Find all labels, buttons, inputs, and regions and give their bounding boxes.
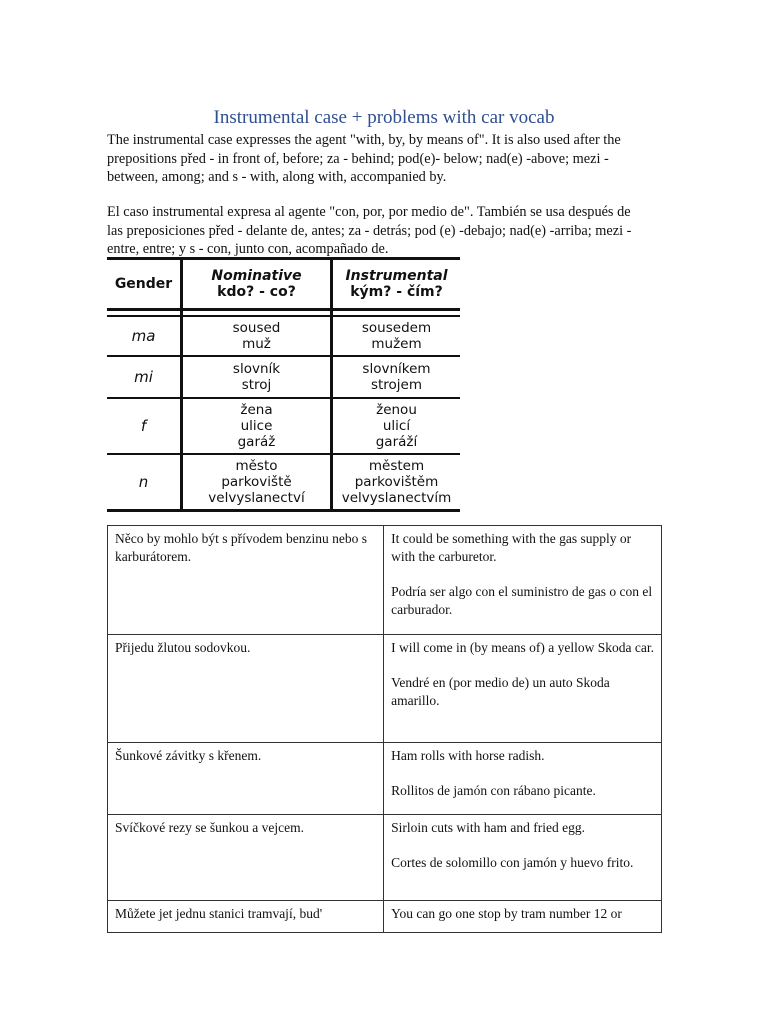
czech-cell: Šunkové závitky s křenem. — [108, 743, 384, 815]
english-translation: You can go one stop by tram number 12 or — [391, 906, 622, 921]
phrase-row — [108, 743, 662, 815]
translation-cell — [384, 815, 662, 901]
intro-english-line: prepositions před - in front of, before; za - behind; pod(e)- below; nad(e) -above; mezi - — [107, 150, 609, 167]
spanish-translation: Podría ser algo con el suministro de gas o con el carburador. — [391, 584, 653, 617]
czech-cell: Můžete jet jednu stanici tramvají, bud' — [108, 901, 384, 933]
czech-cell: Svíčkové rezy se šunkou a vejcem. — [108, 815, 384, 901]
gender-cell: ma — [107, 316, 182, 356]
gender-cell: f — [107, 398, 182, 454]
declension-header-row — [107, 259, 460, 310]
gender-cell: mi — [107, 356, 182, 398]
declension-row — [107, 454, 460, 511]
translation-cell — [384, 743, 662, 815]
czech-cell: Něco by mohlo být s přívodem benzinu nebo s karburátorem. — [108, 526, 384, 635]
declension-row — [107, 356, 460, 398]
intro-english-line: between, among; and s - with, along with, accompanied by. — [107, 169, 447, 185]
translation-cell — [384, 901, 662, 933]
declension-row — [107, 398, 460, 454]
declension-row — [107, 316, 460, 356]
english-translation: It could be something with the gas supply or with the carburetor. — [391, 531, 632, 564]
spanish-translation: Cortes de solomillo con jamón y huevo frito. — [391, 855, 634, 870]
intro-spanish — [107, 203, 667, 259]
phrases-table — [107, 525, 662, 933]
intro-english — [107, 131, 667, 187]
english-translation: Sirloin cuts with ham and fried egg. — [391, 820, 585, 835]
instrumental-cell: slovníkem strojem — [332, 356, 461, 398]
instrumental-cell: městem parkovištěm velvyslanectvím — [332, 454, 461, 511]
spanish-translation: Rollitos de jamón con rábano picante. — [391, 783, 596, 798]
intro-spanish-line: El caso instrumental expresa al agente "con, por, por medio de". También se usa después de — [107, 204, 631, 220]
translation-cell — [384, 526, 662, 635]
spanish-translation: Vendré en (por medio de) un auto Skoda amarillo. — [391, 675, 610, 708]
nominative-cell: město parkoviště velvyslanectví — [182, 454, 332, 511]
intro-spanish-line: entre, entre; y s - con, junto con, acompañado de. — [107, 241, 389, 257]
phrase-row — [108, 526, 662, 635]
instrumental-cell: sousedem mužem — [332, 316, 461, 356]
phrase-row — [108, 815, 662, 901]
czech-cell: Přijedu žlutou sodovkou. — [108, 635, 384, 743]
nominative-cell: slovník stroj — [182, 356, 332, 398]
english-translation: Ham rolls with horse radish. — [391, 748, 545, 763]
phrase-row — [108, 635, 662, 743]
header-instrumental: Instrumental kým? - čím? — [332, 259, 461, 310]
gender-cell: n — [107, 454, 182, 511]
intro-spanish-line: las preposiciones před - delante de, antes; za - detrás; pod (e) -debajo; nad(e) -arriba; mezi - — [107, 222, 632, 239]
header-nominative: Nominative kdo? - co? — [182, 259, 332, 310]
english-translation: I will come in (by means of) a yellow Skoda car. — [391, 640, 654, 655]
nominative-cell: žena ulice garáž — [182, 398, 332, 454]
phrase-row — [108, 901, 662, 933]
declension-table — [107, 257, 460, 512]
instrumental-cell: ženou ulicí garáží — [332, 398, 461, 454]
header-gender: Gender — [107, 259, 182, 310]
intro-english-line: The instrumental case expresses the agent "with, by, by means of". It is also used after the — [107, 132, 621, 148]
page-title: Instrumental case + problems with car vocab — [213, 107, 555, 128]
nominative-cell: soused muž — [182, 316, 332, 356]
translation-cell — [384, 635, 662, 743]
